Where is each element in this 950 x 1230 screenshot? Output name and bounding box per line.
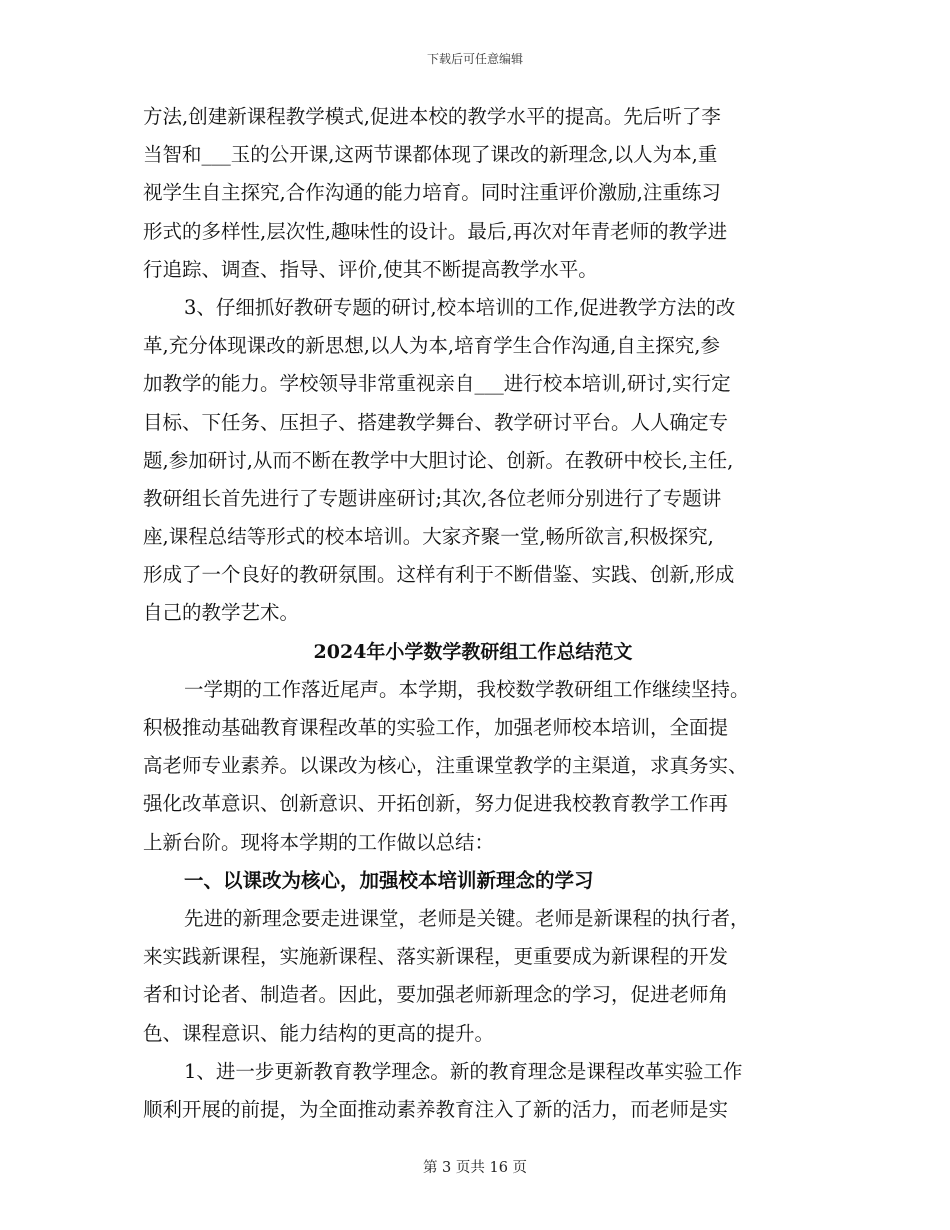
body-line: 座,课程总结等形式的校本培训。大家齐聚一堂,畅所欲言,积极探究, (143, 525, 714, 549)
body-line: 色、课程意识、能力结构的更高的提升。 (143, 1021, 495, 1045)
page-number: 第 3 页共 16 页 (422, 1160, 528, 1176)
body-line: 加教学的能力。学校领导非常重视亲自___进行校本培训,研讨,实行定 (143, 372, 731, 396)
body-line: 强化改革意识、创新意识、开拓创新，努力促进我校教育教学工作再 (143, 792, 729, 816)
body-line: 来实践新课程，实施新课程、落实新课程，更重要成为新课程的开发 (143, 945, 729, 969)
body-line: 当智和___玉的公开课,这两节课都体现了课改的新理念,以人为本,重 (143, 143, 718, 167)
body-line: 题,参加研讨,从而不断在教学中大胆讨论、创新。在教研中校长,主任, (143, 448, 734, 472)
body-line: 高老师专业素养。以课改为核心，注重课堂教学的主渠道，求真务实、 (143, 754, 748, 778)
body-line: 行追踪、调查、指导、评价,使其不断提高教学水平。 (143, 257, 598, 281)
body-line: 先进的新理念要走进课堂，老师是关键。老师是新课程的执行者， (184, 906, 750, 930)
body-line: 形式的多样性,层次性,趣味性的设计。最后,再次对年青老师的教学进 (143, 219, 728, 243)
document-body (143, 98, 803, 1129)
body-line: 方法,创建新课程教学模式,促进本校的教学水平的提高。先后听了李 (143, 105, 721, 128)
body-line: 一学期的工作落近尾声。本学期，我校数学教研组工作继续坚持。 (184, 677, 750, 701)
body-line: 教研组长首先进行了专题讲座研讨;其次,各位老师分别进行了专题讲 (143, 486, 722, 510)
document-title: 2024年小学数学教研组工作总结范文 (313, 640, 633, 663)
body-line: 者和讨论者、制造者。因此，要加强老师新理念的学习，促进老师角 (143, 983, 729, 1007)
body-line: 顺利开展的前提，为全面推动素养教育注入了新的活力，而老师是实 (143, 1097, 729, 1121)
body-line: 视学生自主探究,合作沟通的能力培育。同时注重评价激励,注重练习 (143, 181, 721, 205)
body-line: 形成了一个良好的教研氛围。这样有利于不断借鉴、实践、创新,形成 (143, 563, 735, 587)
body-line: 1、进一步更新教育教学理念。新的教育理念是课程改革实验工作 (184, 1059, 743, 1083)
body-line: 革,充分体现课改的新思想,以人为本,培育学生合作沟通,自主探究,参 (143, 334, 720, 358)
section-heading: 一、以课改为核心，加强校本培训新理念的学习 (184, 868, 594, 892)
body-line: 自己的教学艺术。 (143, 601, 300, 625)
body-line: 积极推动基础教育课程改革的实验工作，加强老师校本培训，全面提 (143, 716, 729, 739)
body-line: 目标、下任务、压担子、搭建教学舞台、教学研讨平台。人人确定专 (143, 410, 729, 434)
body-line: 上新台阶。现将本学期的工作做以总结： (143, 830, 495, 854)
body-line: 3、仔细抓好教研专题的研讨,校本培训的工作,促进教学方法的改 (184, 295, 736, 319)
page-header: 下载后可任意编辑 (426, 52, 523, 66)
